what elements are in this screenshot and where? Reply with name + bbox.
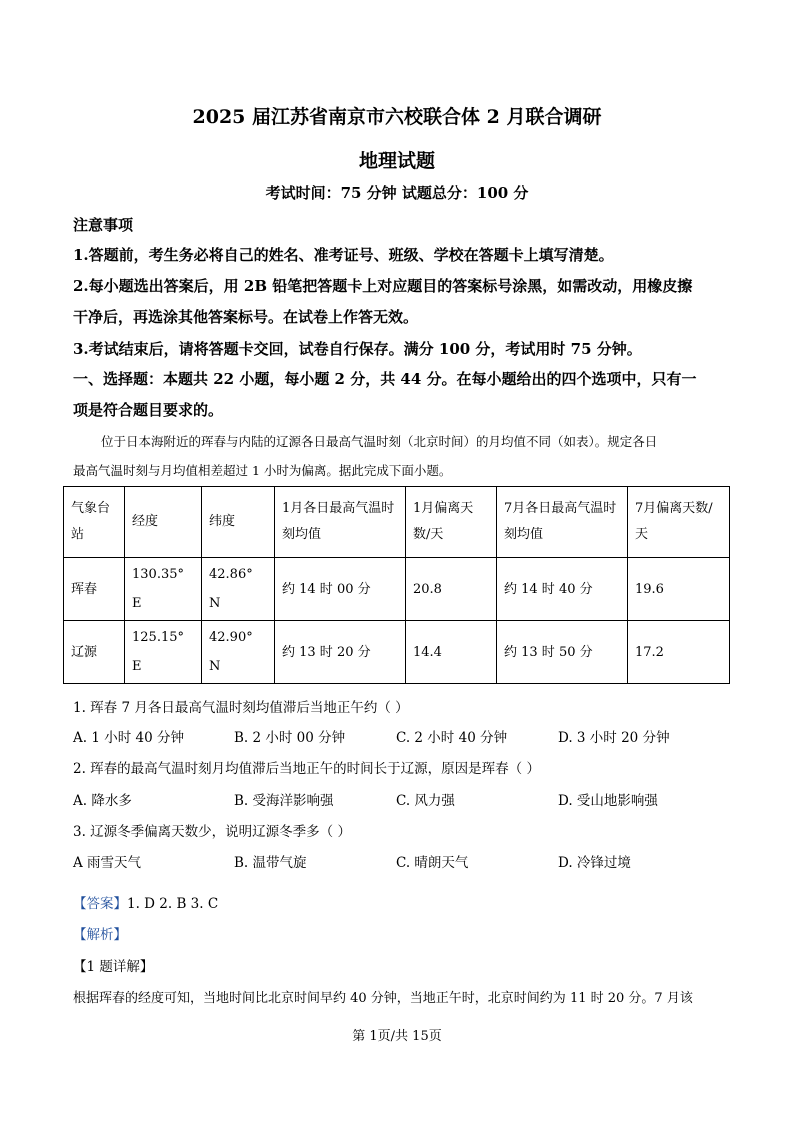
- detail-label: 【1 题详解】: [73, 959, 154, 975]
- analysis-label: 【解析】: [73, 927, 127, 943]
- table-header-cell: 7月偏离天数/天: [628, 487, 730, 558]
- notice-heading: 注意事项: [73, 216, 134, 234]
- notice-2: 2.每小题选出答案后，用 2B 铅笔把答题卡上对应题目的答案标号涂黑，如需改动，用橡皮擦: [73, 277, 693, 295]
- section-heading-2: 项是符合题目要求的。: [73, 401, 224, 419]
- table-cell: 42.90° N: [202, 621, 275, 684]
- question-2-option-b: B. 受海洋影响强: [234, 793, 334, 809]
- table-header-row: [64, 487, 730, 558]
- table-cell: 20.8: [406, 558, 497, 621]
- question-1-option-c: C. 2 小时 40 分钟: [396, 730, 508, 746]
- table-cell: 17.2: [628, 621, 730, 684]
- page-footer: 第 1页/共 15页: [352, 1029, 442, 1044]
- question-3-option-a: A 雨雪天气: [73, 855, 142, 871]
- intro-line-2: 最高气温时刻与月均值相差超过 1 小时为偏离。据此完成下面小题。: [73, 463, 452, 478]
- data-table: [63, 486, 730, 684]
- table-cell: 125.15° E: [125, 621, 202, 684]
- table-header-cell: 经度: [125, 487, 202, 558]
- answer-label: 【答案】: [73, 896, 127, 912]
- table-row: [64, 621, 730, 684]
- table-header-cell: 1月偏离天数/天: [406, 487, 497, 558]
- page-subtitle: 地理试题: [358, 150, 435, 172]
- question-1-option-a: A. 1 小时 40 分钟: [73, 730, 184, 746]
- section-heading-1: 一、选择题：本题共 22 小题，每小题 2 分，共 44 分。在每小题给出的四个选项中，只有一: [73, 370, 697, 388]
- question-1-option-b: B. 2 小时 00 分钟: [234, 730, 346, 746]
- table-header-cell: 1月各日最高气温时刻均值: [275, 487, 406, 558]
- table-cell: 约 13 时 20 分: [275, 621, 406, 684]
- notice-3: 3.考试结束后，请将答题卡交回，试卷自行保存。满分 100 分，考试用时 75 分钟。: [73, 340, 642, 358]
- table-cell: 19.6: [628, 558, 730, 621]
- table-cell: 130.35° E: [125, 558, 202, 621]
- question-3-option-d: D. 冷锋过境: [558, 855, 631, 871]
- table-row: [64, 558, 730, 621]
- question-3-option-c: C. 晴朗天气: [396, 855, 469, 871]
- answer-text: 1. D 2. B 3. C: [127, 896, 219, 912]
- notice-1: 1.答题前，考生务必将自己的姓名、准考证号、班级、学校在答题卡上填写清楚。: [73, 246, 614, 264]
- table-header-cell: 7月各日最高气温时刻均值: [497, 487, 628, 558]
- question-2-option-a: A. 降水多: [73, 793, 132, 809]
- detail-text: 根据珲春的经度可知，当地时间比北京时间早约 40 分钟，当地正午时，北京时间约为 11 时 20 分。7 月该: [73, 991, 693, 1006]
- table-cell: 14.4: [406, 621, 497, 684]
- table-cell: 辽源: [64, 621, 125, 684]
- table-header-cell: 气象台站: [64, 487, 125, 558]
- question-2-option-c: C. 风力强: [396, 793, 455, 809]
- question-2-stem: 2. 珲春的最高气温时刻月均值滞后当地正午的时间长于辽源，原因是珲春（ ）: [73, 761, 540, 777]
- question-1-option-d: D. 3 小时 20 分钟: [558, 730, 670, 746]
- table-cell: 约 14 时 00 分: [275, 558, 406, 621]
- question-3-option-b: B. 温带气旋: [234, 855, 307, 871]
- notice-2-cont: 干净后，再选涂其他答案标号。在试卷上作答无效。: [73, 308, 419, 326]
- exam-info: 考试时间：75 分钟 试题总分：100 分: [265, 184, 529, 202]
- table-cell: 42.86° N: [202, 558, 275, 621]
- question-2-option-d: D. 受山地影响强: [558, 793, 658, 809]
- table-header-cell: 纬度: [202, 487, 275, 558]
- intro-line-1: 位于日本海附近的珲春与内陆的辽源各日最高气温时刻（北京时间）的月均值不同（如表）。规定各日: [101, 434, 658, 449]
- answer-line: [73, 892, 218, 912]
- table-cell: 约 14 时 40 分: [497, 558, 628, 621]
- table-cell: 约 13 时 50 分: [497, 621, 628, 684]
- page-title: 2025 届江苏省南京市六校联合体 2 月联合调研: [192, 106, 602, 128]
- table-cell: 珲春: [64, 558, 125, 621]
- question-3-stem: 3. 辽源冬季偏离天数少，说明辽源冬季多（ ）: [73, 824, 351, 840]
- question-1-stem: 1. 珲春 7 月各日最高气温时刻均值滞后当地正午约（ ）: [73, 700, 409, 716]
